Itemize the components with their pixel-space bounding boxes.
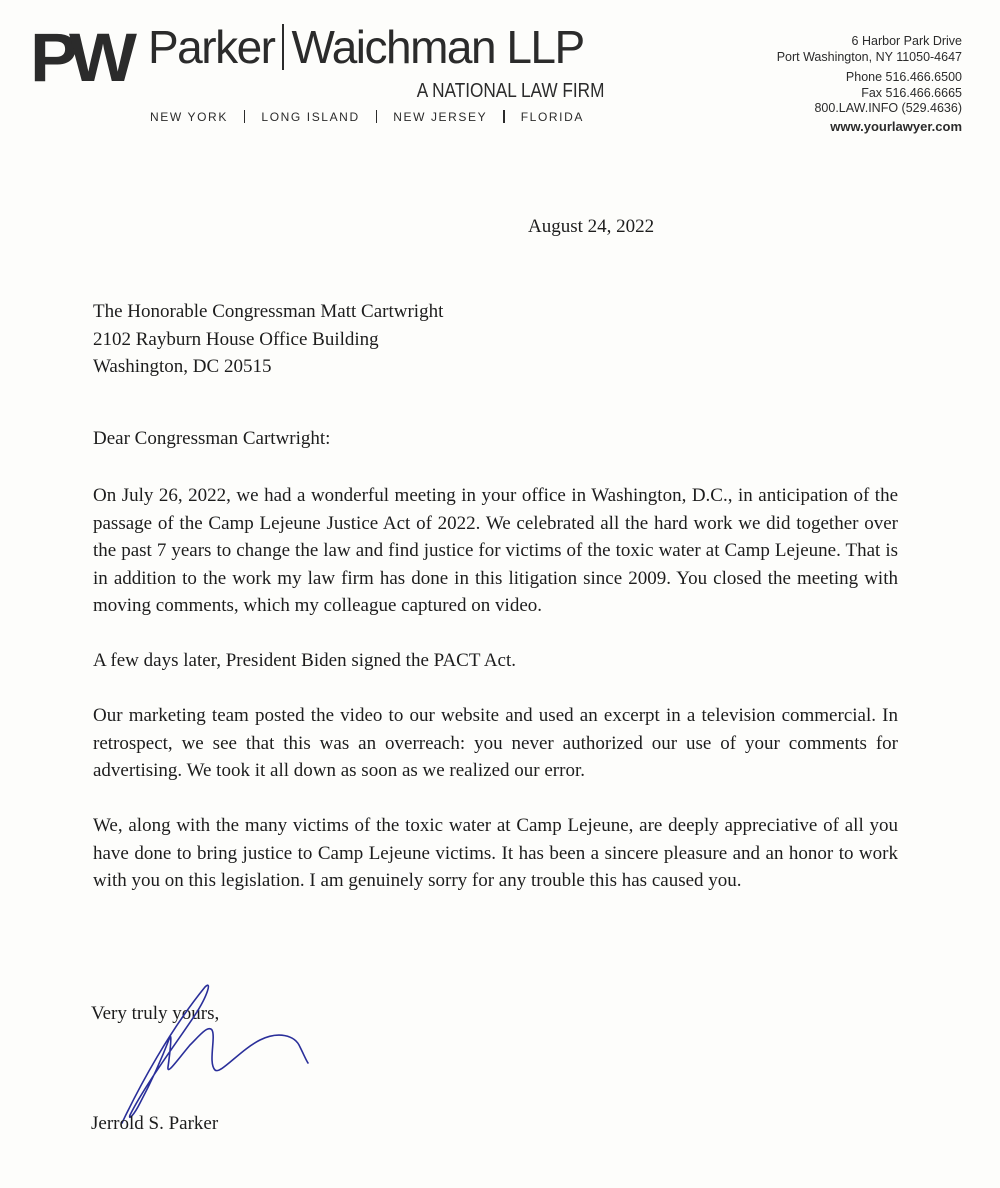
- salutation: Dear Congressman Cartwright:: [93, 428, 331, 449]
- office-divider: [376, 110, 378, 123]
- letterhead: [0, 0, 1000, 150]
- recipient-address: [93, 298, 443, 381]
- office-new-jersey: NEW JERSEY: [393, 110, 488, 124]
- firm-tagline: A NATIONAL LAW FIRM: [416, 80, 605, 102]
- paragraph: On July 26, 2022, we had a wonderful meeting in your office in Washington, D.C., in anticipation of the passage of the Camp Lejeune Justice Act of 2022. We celebrated all the hard work we did together over the past 7 years to change the law and find justice for victims of the toxic water at Camp Lejeune. That is in addition to the work my law firm has done in this litigation since 2009. You closed the meeting with moving comments, which my colleague captured on video.: [93, 485, 898, 616]
- firm-name-divider: [282, 24, 284, 70]
- office-divider: [503, 110, 505, 123]
- paragraph: Our marketing team posted the video to our website and used an excerpt in a television commercial. In retrospect, we see that this was an overreach: you never authorized our use of your comments for advertising. We took it all down as soon as we realized our error.: [93, 705, 898, 781]
- paragraph: A few days later, President Biden signed the PACT Act.: [93, 650, 517, 671]
- firm-logo: PW: [30, 20, 128, 97]
- office-new-york: NEW YORK: [150, 110, 228, 124]
- signer-name: Jerrold S. Parker: [91, 1113, 219, 1134]
- contact-website: www.yourlawyer.com: [830, 118, 962, 134]
- office-divider: [244, 110, 246, 123]
- letter-body: [93, 482, 898, 922]
- firm-name-part-2: Waichman LLP: [291, 21, 584, 73]
- contact-city: Port Washington, NY 11050-4647: [776, 49, 962, 64]
- contact-phone: Phone 516.466.6500: [845, 70, 962, 84]
- office-florida: FLORIDA: [520, 110, 584, 124]
- contact-block: [777, 34, 962, 134]
- contact-street: 6 Harbor Park Drive: [851, 34, 962, 48]
- contact-toll-free: 800.LAW.INFO (529.4636): [814, 101, 962, 115]
- signature: [100, 975, 320, 1135]
- firm-name-part-1: Parker: [148, 21, 275, 73]
- firm-name: [148, 21, 584, 73]
- letter-date: August 24, 2022: [528, 216, 655, 237]
- office-long-island: LONG ISLAND: [261, 110, 360, 124]
- closing: Very truly yours,: [91, 1003, 220, 1024]
- recipient-line-3: Washington, DC 20515: [93, 356, 272, 377]
- recipient-line-2: 2102 Rayburn House Office Building: [93, 328, 379, 350]
- recipient-line-1: The Honorable Congressman Matt Cartwright: [93, 301, 444, 322]
- contact-fax: Fax 516.466.6665: [861, 85, 962, 100]
- paragraph: We, along with the many victims of the toxic water at Camp Lejeune, are deeply appreciative of all you have done to bring justice to Camp Lejeune victims. It has been a sincere pleasure and an honor to work with you on this legislation. I am genuinely sorry for any trouble this has caused you.: [93, 815, 898, 891]
- office-locations: [150, 110, 584, 124]
